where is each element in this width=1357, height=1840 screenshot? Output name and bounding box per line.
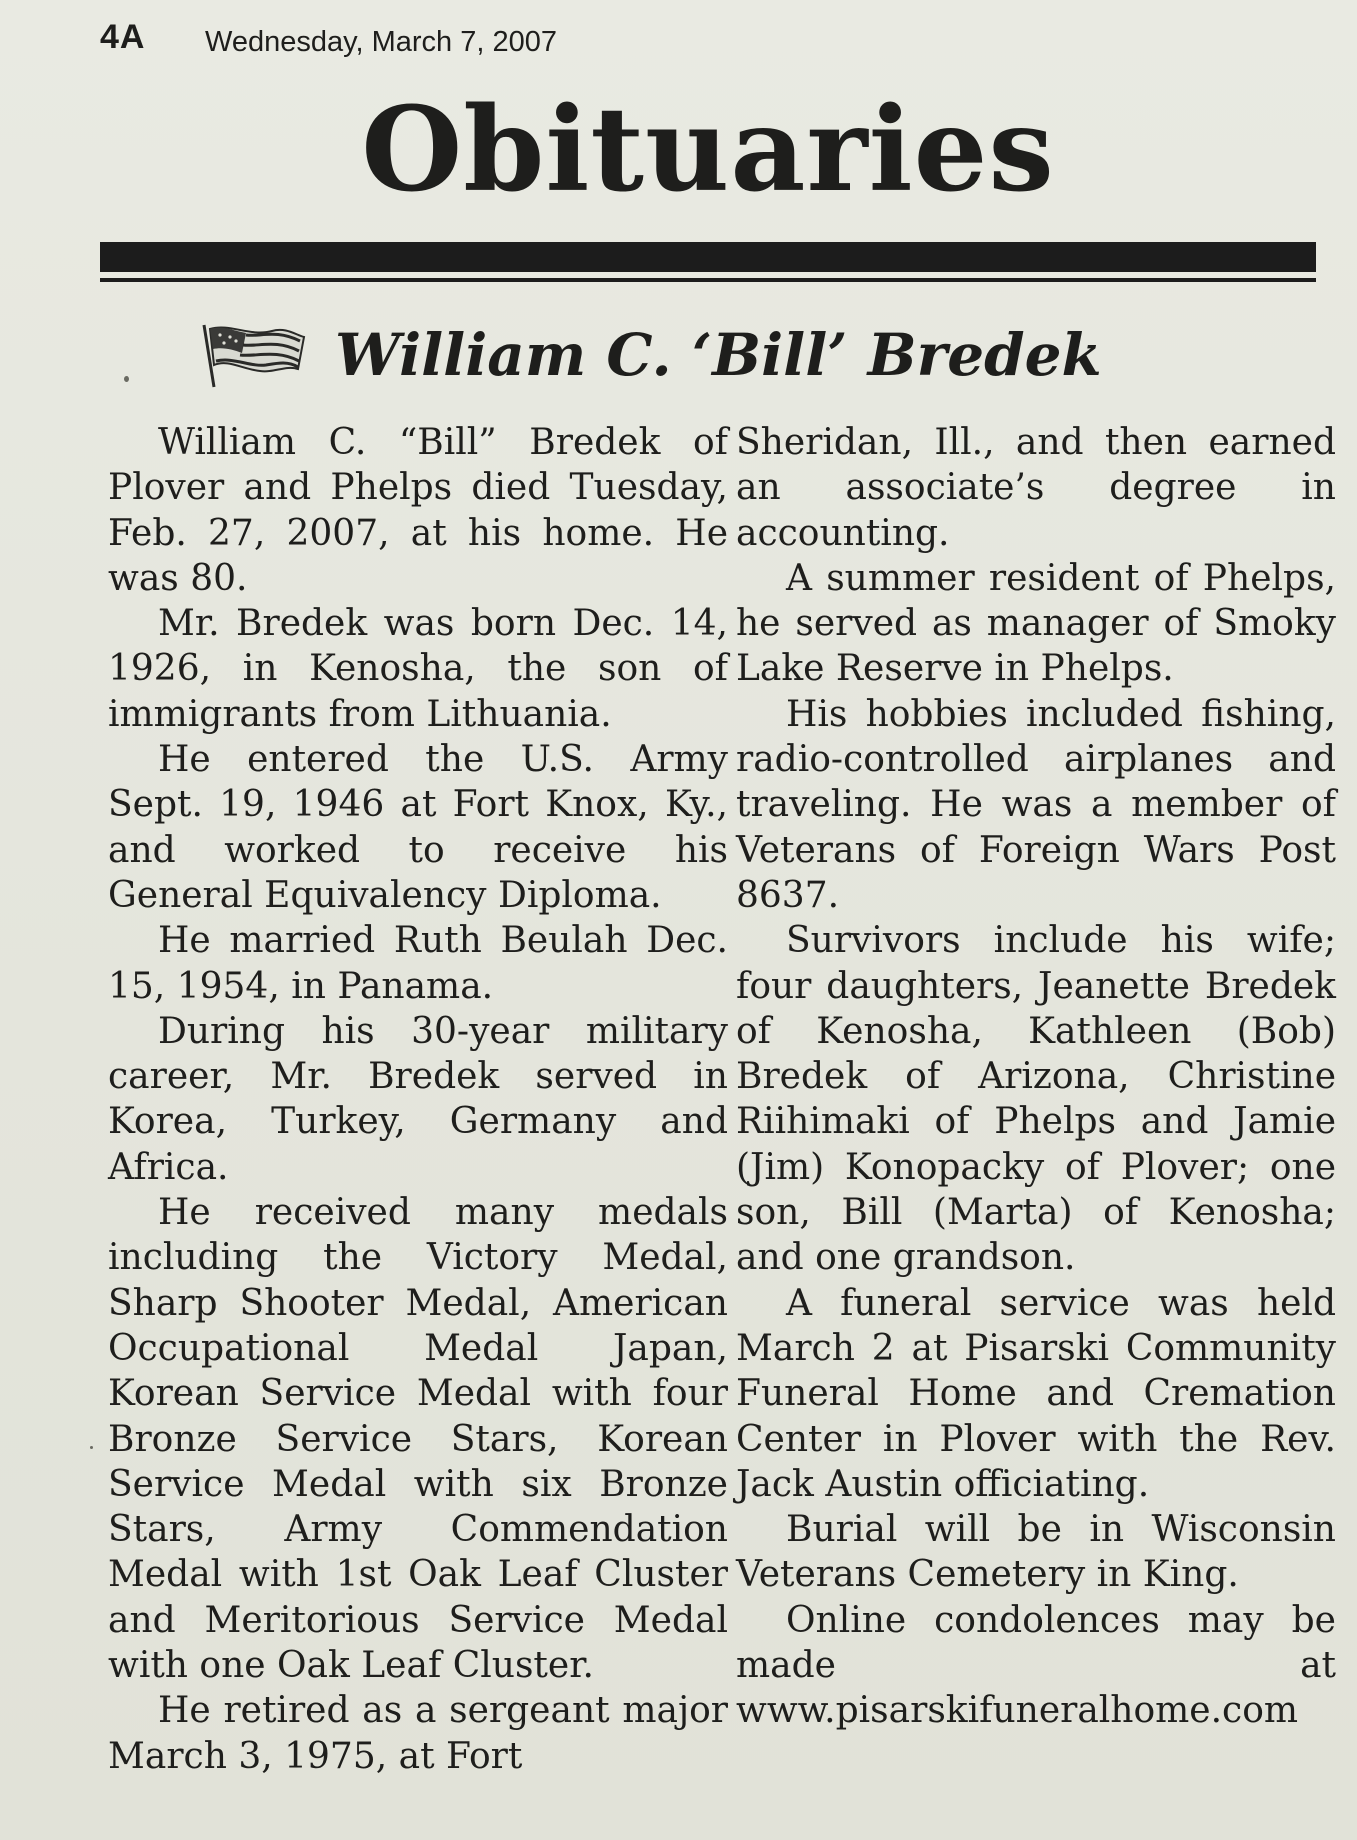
publication-date: Wednesday, March 7, 2007 xyxy=(205,26,557,58)
obituary-paragraph: A funeral service was held March 2 at Pisarski Community Funeral Home and Cremation Center in Plover with the Rev. Jack Austin officiating. xyxy=(736,1282,1336,1505)
obituary-paragraph: He retired as a sergeant major March 3, 1975, at Fort xyxy=(108,1690,728,1777)
paper-speck xyxy=(124,376,129,382)
obituary-paragraph: Online condolences may be made at www.pisarskifuneralhome.com xyxy=(736,1599,1336,1732)
obituary-paragraph: He entered the U.S. Army Sept. 19, 1946 at Fort Knox, Ky., and worked to receive his General Equivalency Diploma. xyxy=(108,739,728,916)
obituary-right-column xyxy=(736,420,1336,1734)
obituary-paragraph: His hobbies included fishing, radio-controlled airplanes and traveling. He was a member of Veterans of Foreign Wars Post 8637. xyxy=(736,693,1336,916)
american-flag-icon xyxy=(200,323,306,389)
obituary-heading xyxy=(200,315,1200,395)
paper-speck xyxy=(90,1446,93,1449)
section-title: Obituaries xyxy=(361,82,1055,218)
obituary-paragraph-continued: Sheridan, Ill., and then earned an associate’s degree in accounting. xyxy=(736,422,1336,554)
obituary-paragraph: Burial will be in Wisconsin Veterans Cemetery in King. xyxy=(736,1509,1336,1596)
obituary-name: William C. ‘Bill’ Bredek xyxy=(335,321,1102,389)
obituary-left-column xyxy=(108,420,728,1779)
obituary-paragraph: He married Ruth Beulah Dec. 15, 1954, in Panama. xyxy=(108,920,728,1007)
obituary-paragraph: William C. “Bill” Bredek of Plover and Phelps died Tuesday, Feb. 27, 2007, at his home. He was 80. xyxy=(108,422,728,599)
obituary-paragraph: A summer resident of Phelps, he served as manager of Smoky Lake Reserve in Phelps. xyxy=(736,557,1336,690)
obituary-paragraph: He received many medals including the Victory Medal, Sharp Shooter Medal, American Occupational Medal Japan, Korean Service Medal with four Bronze Service Stars, Korean Service Medal with six Bronze Stars, Army Commendation Medal with 1st Oak Leaf Cluster and Meritorious Service Medal with one Oak Leaf Cluster. xyxy=(108,1192,728,1687)
obituary-paragraph: During his 30-year military career, Mr. Bredek served in Korea, Turkey, Germany and Africa. xyxy=(108,1010,728,1188)
masthead-rule-thick xyxy=(100,242,1316,272)
obituary-paragraph: Survivors include his wife; four daughters, Jeanette Bredek of Kenosha, Kathleen (Bob) Bredek of Arizona, Christine Riihimaki of Phelps and Jamie (Jim) Konopacky of Plover; one son, Bill (Marta) of Kenosha; and one grandson. xyxy=(736,920,1336,1279)
masthead-rule-thin xyxy=(100,278,1316,282)
page-number: 4A xyxy=(100,18,146,56)
obituary-paragraph: Mr. Bredek was born Dec. 14, 1926, in Kenosha, the son of immigrants from Lithuania. xyxy=(108,603,728,735)
